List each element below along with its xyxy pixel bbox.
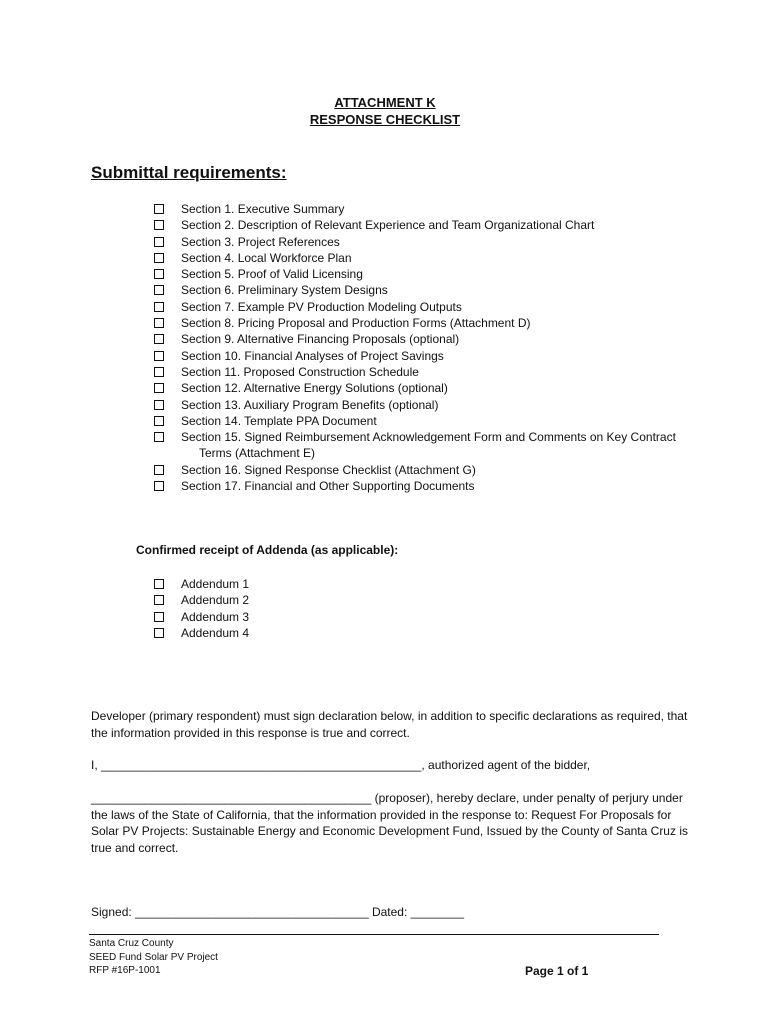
checkbox[interactable] (154, 302, 164, 312)
checkbox[interactable] (154, 383, 164, 393)
checkbox[interactable] (154, 481, 164, 491)
declaration-intro: Developer (primary respondent) must sign declaration below, in addition to specific declarations as required, that the information provided in this response is true and correct. (91, 709, 688, 740)
footer-org: Santa Cruz County (89, 938, 174, 949)
list-item: Section 11. Proposed Construction Schedule (154, 364, 676, 380)
addenda-checklist (154, 576, 249, 641)
list-item: Section 4. Local Workforce Plan (154, 250, 676, 266)
list-item: Section 8. Pricing Proposal and Production Forms (Attachment D) (154, 315, 676, 331)
list-item: Section 1. Executive Summary (154, 201, 676, 217)
document-title: RESPONSE CHECKLIST (309, 112, 461, 127)
list-item: Section 16. Signed Response Checklist (Attachment G) (154, 462, 676, 478)
list-item: Section 5. Proof of Valid Licensing (154, 266, 676, 282)
checkbox[interactable] (154, 334, 164, 344)
list-item: Addendum 3 (154, 609, 249, 625)
checkbox[interactable] (154, 220, 164, 230)
list-item: Section 14. Template PPA Document (154, 413, 676, 429)
checkbox[interactable] (154, 595, 164, 605)
checkbox[interactable] (154, 204, 164, 214)
checkbox[interactable] (154, 269, 164, 279)
attachment-label: ATTACHMENT K (334, 95, 436, 110)
checkbox[interactable] (154, 367, 164, 377)
list-item: Section 12. Alternative Energy Solutions (optional) (154, 380, 676, 396)
list-item: Section 7. Example PV Production Modeling Outputs (154, 299, 676, 315)
checkbox[interactable] (154, 400, 164, 410)
list-item: Section 6. Preliminary System Designs (154, 282, 676, 298)
checkbox[interactable] (154, 628, 164, 638)
checkbox[interactable] (154, 612, 164, 622)
agent-line: I, ________________________________________________, authorized agent of the bidder, (91, 758, 591, 772)
submittal-heading: Submittal requirements: (91, 163, 287, 182)
list-item: Section 17. Financial and Other Supporting Documents (154, 478, 676, 494)
footer-rfp: RFP #16P-1001 (89, 965, 161, 976)
checkbox[interactable] (154, 318, 164, 328)
list-item: Section 3. Project References (154, 234, 676, 250)
page-number: Page 1 of 1 (525, 964, 589, 978)
list-item: Section 13. Auxiliary Program Benefits (optional) (154, 397, 676, 413)
checkbox[interactable] (154, 237, 164, 247)
list-item: Section 15. Signed Reimbursement Acknowledgement Form and Comments on Key Contract Terms (Attachment E) (154, 429, 676, 462)
footer-project: SEED Fund Solar PV Project (89, 951, 218, 963)
proposer-declaration: __________________________________________ (proposer), hereby declare, under penalty of perjury under the laws of the State of California, that the information provided in the response to: Request For Proposals for Solar PV Projects: Sustainable Energy and Economic Development Fund, Issued by the County of Santa Cruz is true and correct. (91, 791, 688, 855)
signature-line: Signed: ___________________________________ Dated: ________ (91, 905, 465, 919)
footer-info (89, 937, 218, 978)
list-item: Addendum 1 (154, 576, 249, 592)
addenda-heading: Confirmed receipt of Addenda (as applicable): (136, 543, 399, 557)
checkbox[interactable] (154, 432, 164, 442)
list-item: Section 9. Alternative Financing Proposals (optional) (154, 331, 676, 347)
list-item: Addendum 4 (154, 625, 249, 641)
checkbox[interactable] (154, 285, 164, 295)
list-item: Section 10. Financial Analyses of Project Savings (154, 348, 676, 364)
checkbox[interactable] (154, 253, 164, 263)
submittal-checklist (154, 201, 676, 494)
checkbox[interactable] (154, 579, 164, 589)
item-continuation: Terms (Attachment E) (199, 446, 316, 461)
checkbox[interactable] (154, 416, 164, 426)
checkbox[interactable] (154, 351, 164, 361)
list-item: Section 2. Description of Relevant Experience and Team Organizational Chart (154, 217, 676, 233)
list-item: Addendum 2 (154, 592, 249, 608)
footer-divider (89, 934, 659, 935)
checkbox[interactable] (154, 465, 164, 475)
